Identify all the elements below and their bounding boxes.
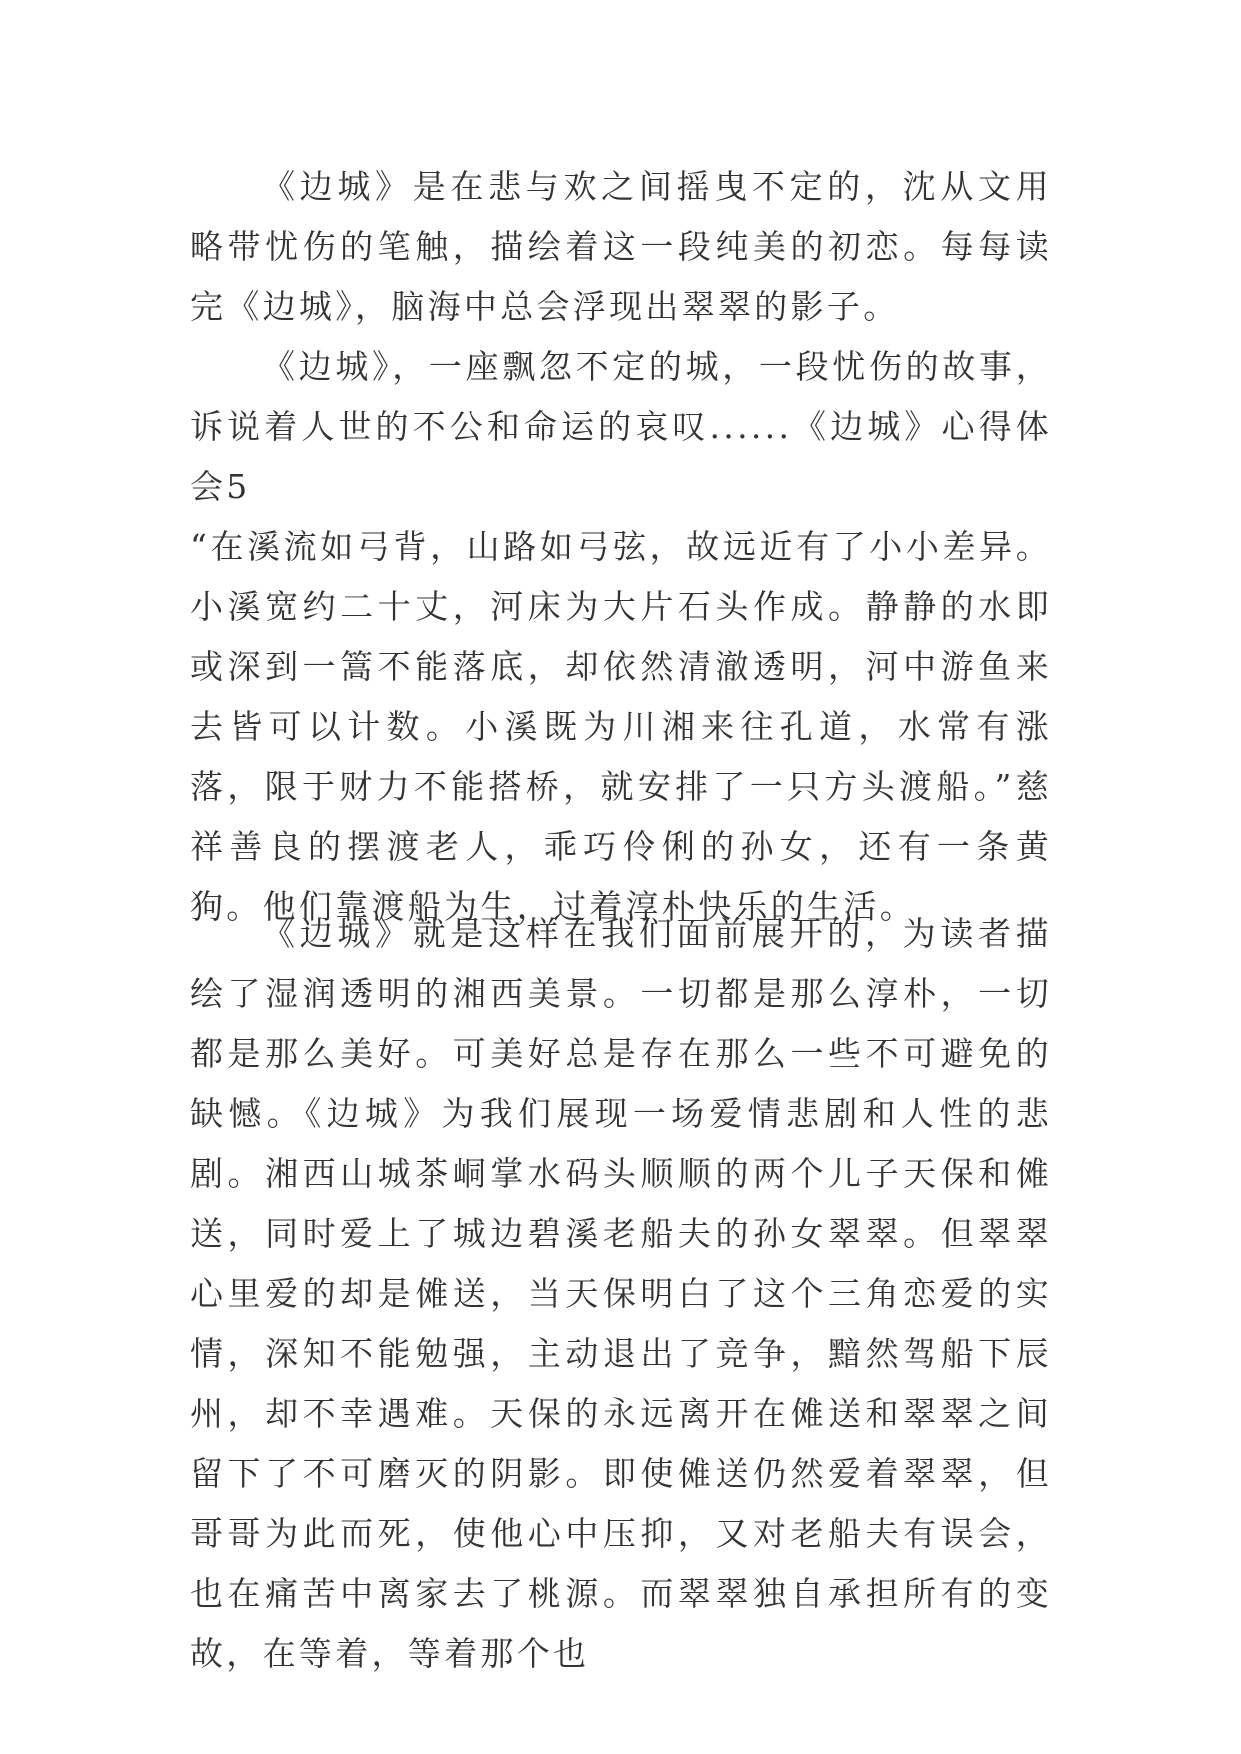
text-block-upper xyxy=(190,157,1052,937)
paragraph: 《边城》，一座飘忽不定的城，一段忧伤的故事，诉说着人世的不公和命运的哀叹......《边城》心得体会5 xyxy=(190,347,1052,506)
paragraph: 《边城》是在悲与欢之间摇曳不定的，沈从文用略带忧伤的笔触，描绘着这一段纯美的初恋。每每读完《边城》，脑海中总会浮现出翠翠的影子。 xyxy=(190,167,1052,326)
text-block-lower xyxy=(190,904,1052,1684)
paragraph: 《边城》就是这样在我们面前展开的，为读者描绘了湿润透明的湘西美景。一切都是那么淳朴，一切都是那么美好。可美好总是存在那么一些不可避免的缺憾。《边城》为我们展现一场爱情悲剧和人性的悲剧。湘西山城茶峒掌水码头顺顺的两个儿子天保和傩送，同时爱上了城边碧溪老船夫的孙女翠翠。但翠翠心里爱的却是傩送，当天保明白了这个三角恋爱的实情，深知不能勉强，主动退出了竞争，黯然驾船下辰州，却不幸遇难。天保的永远离开在傩送和翠翠之间留下了不可磨灭的阴影。即使傩送仍然爱着翠翠，但哥哥为此而死，使他心中压抑，又对老船夫有误会，也在痛苦中离家去了桃源。而翠翠独自承担所有的变故，在等着，等着那个也 xyxy=(190,914,1052,1673)
paragraph: “在溪流如弓背，山路如弓弦，故远近有了小小差异。小溪宽约二十丈，河床为大片石头作成。静静的水即或深到一篙不能落底，却依然清澈透明，河中游鱼来去皆可以计数。小溪既为川湘来往孔道，水常有涨落，限于财力不能搭桥，就安排了一只方头渡船。”慈祥善良的摆渡老人，乖巧伶俐的孙女，还有一条黄狗。他们靠渡船为生，过着淳朴快乐的生活。 xyxy=(190,527,1052,926)
